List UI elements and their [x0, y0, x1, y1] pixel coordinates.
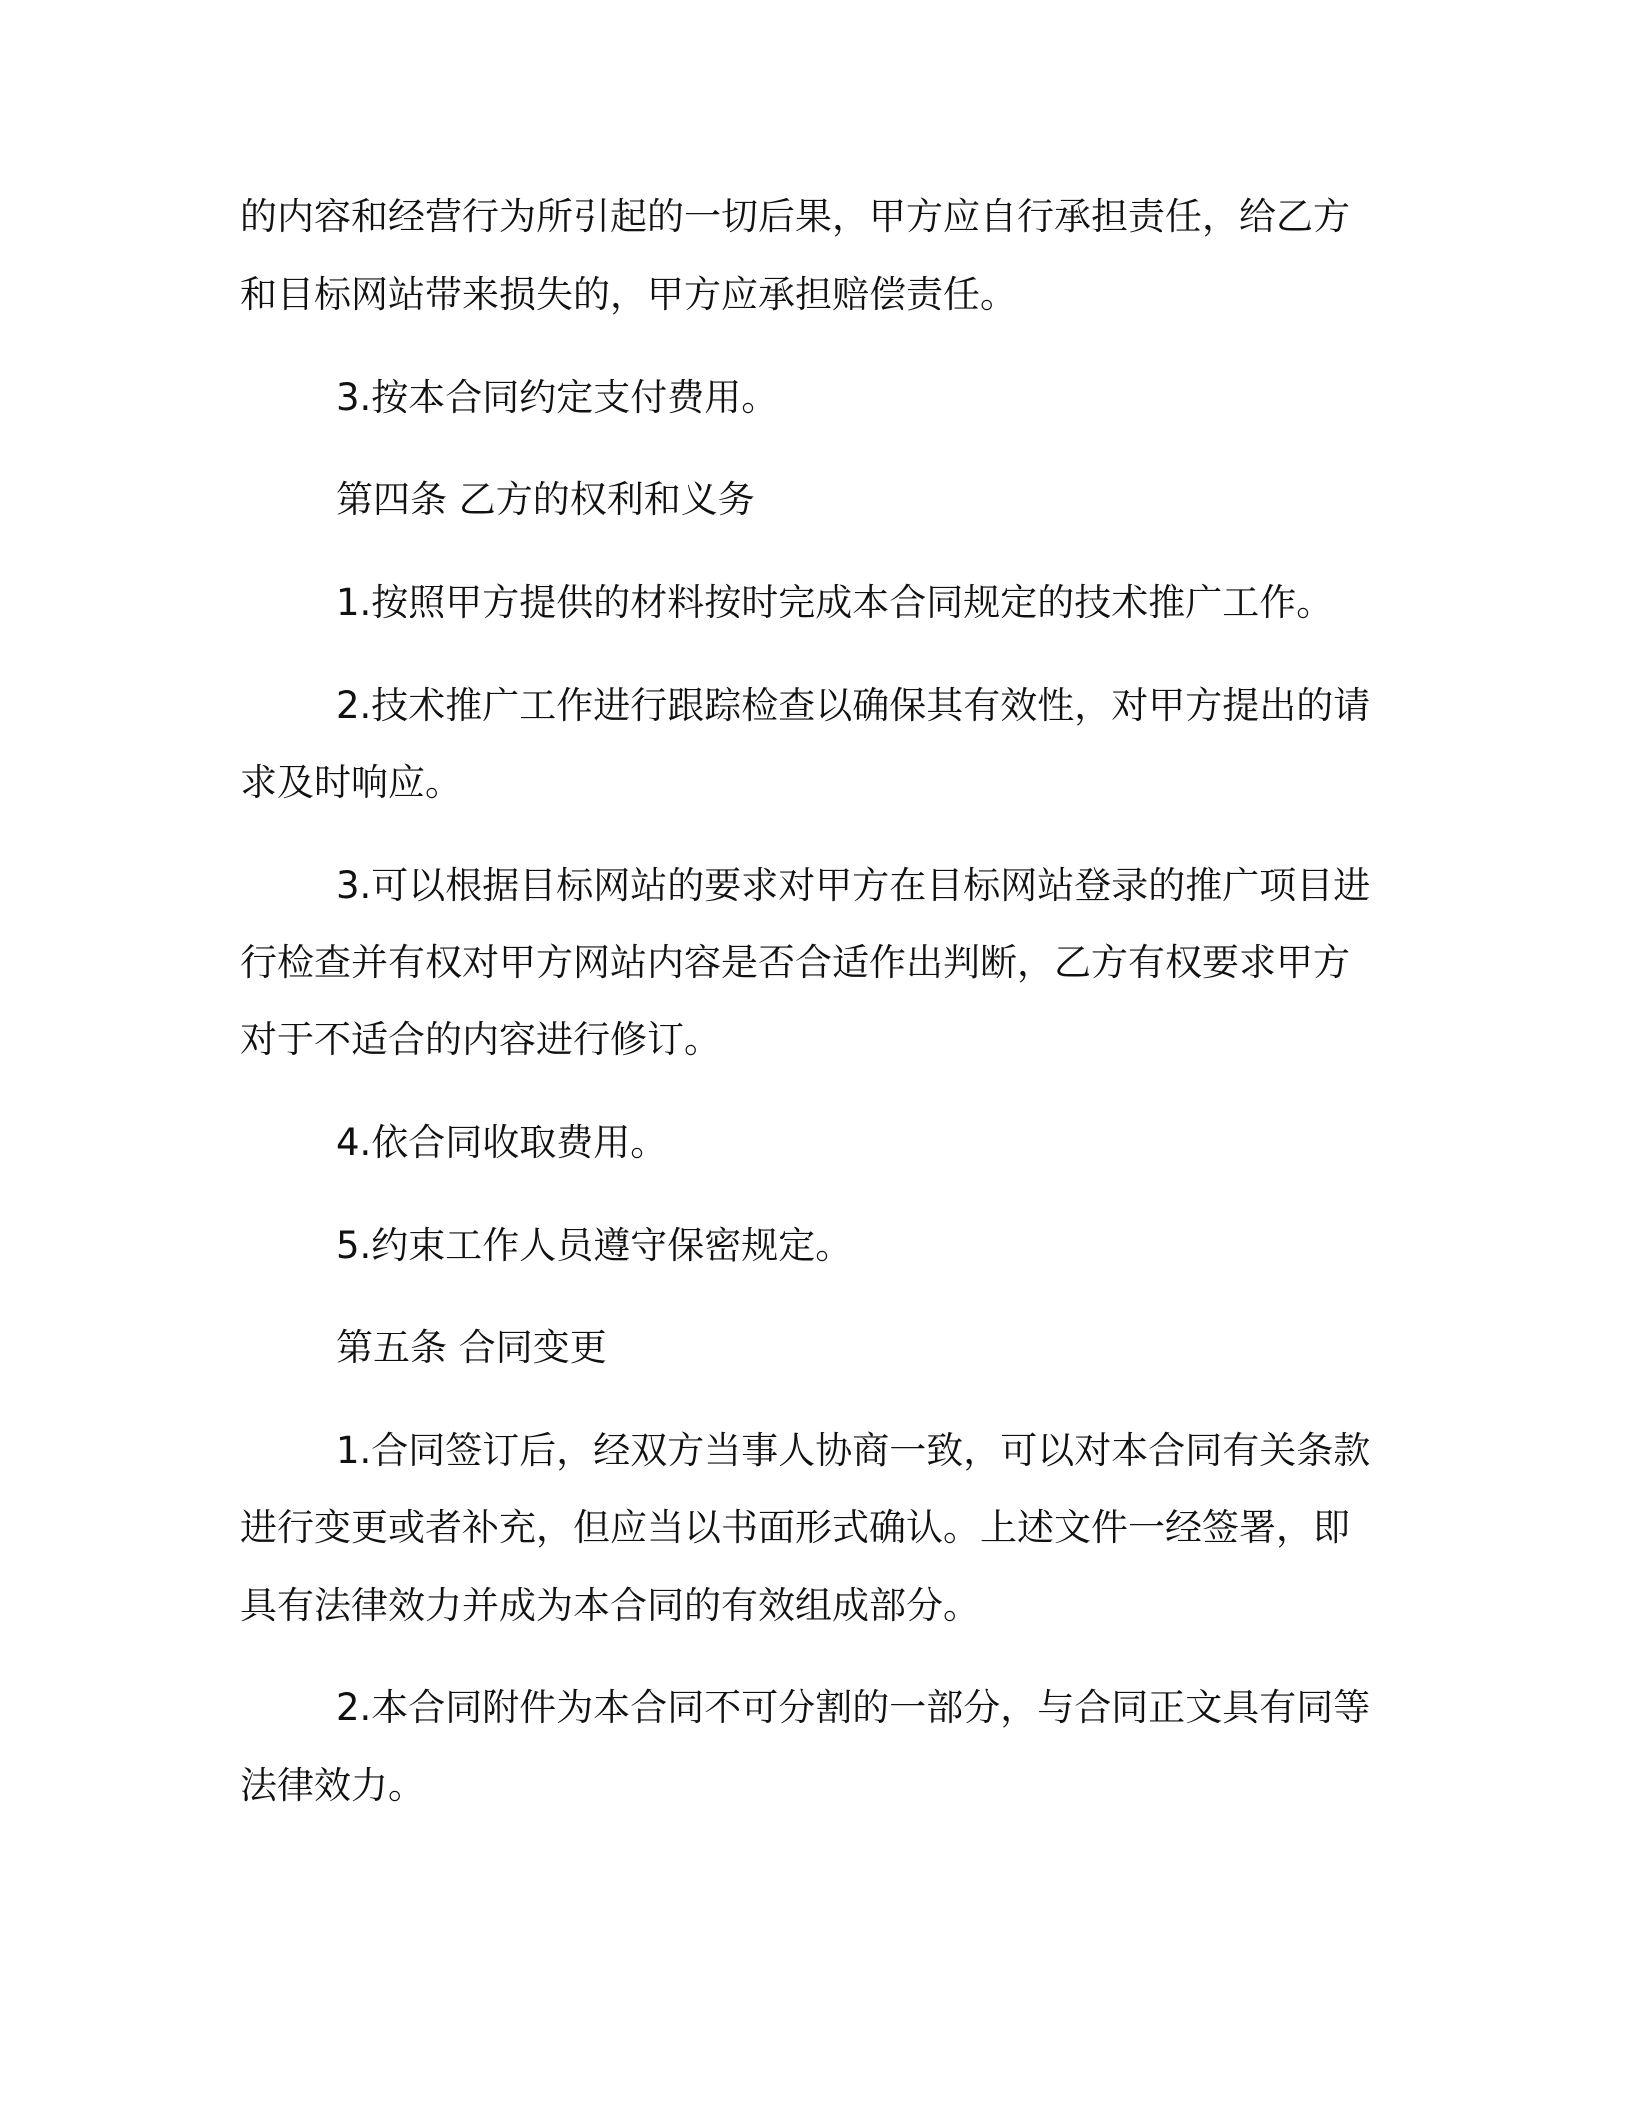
text-line: 的内容和经营行为所引起的一切后果，甲方应自行承担责任，给乙方: [240, 195, 1350, 238]
clause-item: 5.约束工作人员遵守保密规定。: [336, 1224, 853, 1267]
clause-item: 1.按照甲方提供的材料按时完成本合同规定的技术推广工作。: [336, 581, 1334, 624]
clause-item: 3.可以根据目标网站的要求对甲方在目标网站登录的推广项目进: [336, 864, 1371, 907]
clause-item: 4.依合同收取费用。: [336, 1121, 668, 1164]
clause-item: 1.合同签订后，经双方当事人协商一致，可以对本合同有关条款: [336, 1429, 1371, 1472]
text-line: 和目标网站带来损失的，甲方应承担赔偿责任。: [240, 273, 1017, 316]
clause-item: 2.本合同附件为本合同不可分割的一部分，与合同正文具有同等: [336, 1686, 1371, 1729]
text-line: 行检查并有权对甲方网站内容是否合适作出判断，乙方有权要求甲方: [240, 941, 1350, 984]
clause-item: 2.技术推广工作进行跟踪检查以确保其有效性，对甲方提出的请: [336, 684, 1371, 727]
clause-item: 3.按本合同约定支付费用。: [336, 376, 779, 419]
text-line: 进行变更或者补充，但应当以书面形式确认。上述文件一经签署，即: [240, 1506, 1350, 1549]
text-line: 对于不适合的内容进行修订。: [240, 1018, 721, 1061]
section-heading: 第四条 乙方的权利和义务: [336, 478, 755, 521]
text-line: 具有法律效力并成为本合同的有效组成部分。: [240, 1584, 980, 1627]
text-line: 求及时响应。: [240, 761, 462, 804]
section-heading: 第五条 合同变更: [336, 1326, 607, 1369]
text-line: 法律效力。: [240, 1764, 425, 1807]
